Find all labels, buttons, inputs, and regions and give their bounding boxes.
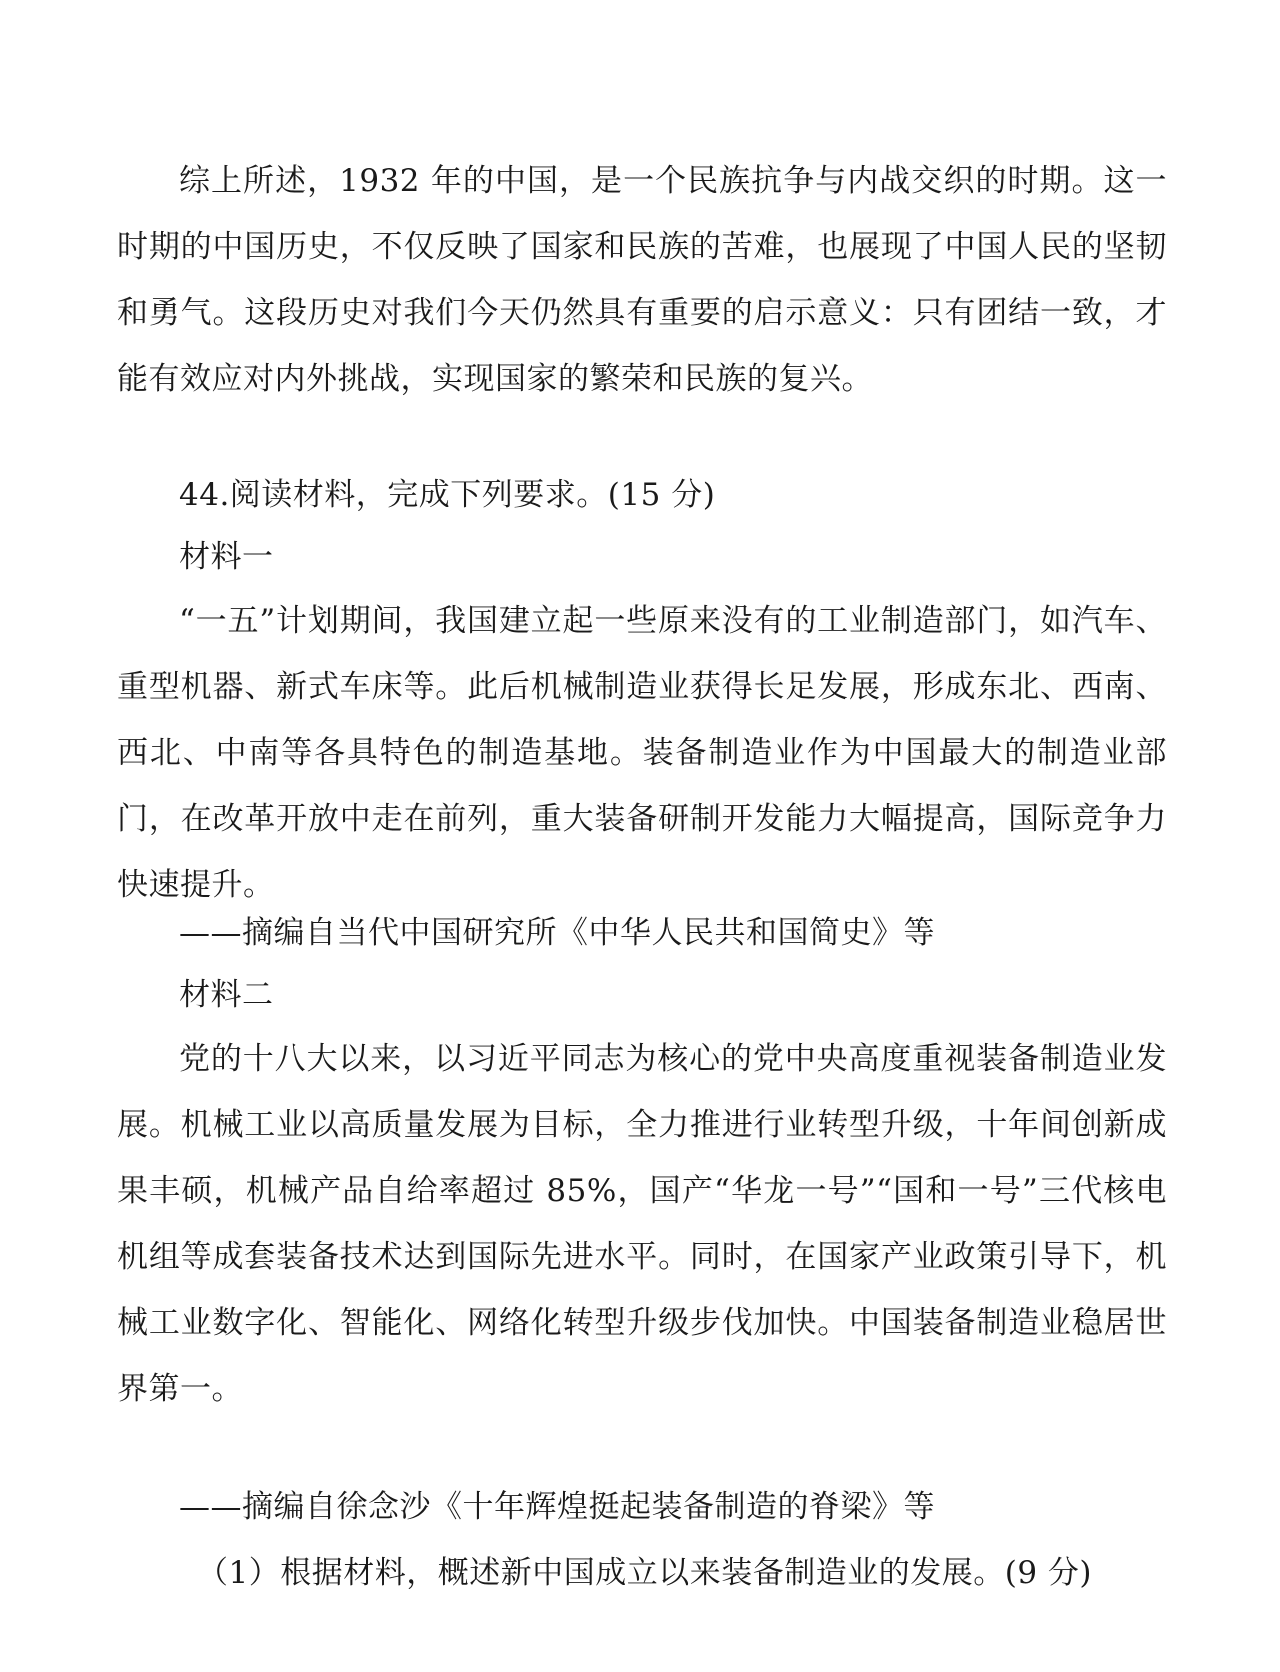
- material-one-label: 材料一: [179, 539, 274, 575]
- conclusion-paragraph: 综上所述，1932 年的中国，是一个民族抗争与内战交织的时期。这一时期的中国历史，不仅反映了国家和民族的苦难，也展现了中国人民的坚韧和勇气。这段历史对我们今天仍然具有重要的启示意义：只有团结一致，才能有效应对内外挑战，实现国家的繁荣和民族的复兴。: [117, 163, 1167, 397]
- question-heading: 44.阅读材料，完成下列要求。(15 分): [179, 477, 716, 513]
- material-one-text: “一五”计划期间，我国建立起一些原来没有的工业制造部门，如汽车、重型机器、新式车床等。此后机械制造业获得长足发展，形成东北、西南、西北、中南等各具特色的制造基地。装备制造业作为中国最大的制造业部门，在改革开放中走在前列，重大装备研制开发能力大幅提高，国际竞争力快速提升。: [117, 603, 1167, 903]
- sub-question-1: （1）根据材料，概述新中国成立以来装备制造业的发展。(9 分): [197, 1555, 1092, 1591]
- material-two-source: ——摘编自徐念沙《十年辉煌挺起装备制造的脊梁》等: [179, 1489, 935, 1525]
- material-one-source: ——摘编自当代中国研究所《中华人民共和国简史》等: [179, 915, 935, 951]
- material-two-label: 材料二: [179, 977, 274, 1013]
- material-two-text: 党的十八大以来，以习近平同志为核心的党中央高度重视装备制造业发展。机械工业以高质量发展为目标，全力推进行业转型升级，十年间创新成果丰硕，机械产品自给率超过 85%，国产“华龙一号”“国和一号”三代核电机组等成套装备技术达到国际先进水平。同时，在国家产业政策引导下，机械工业数字化、智能化、网络化转型升级步伐加快。中国装备制造业稳居世界第一。: [117, 1041, 1167, 1407]
